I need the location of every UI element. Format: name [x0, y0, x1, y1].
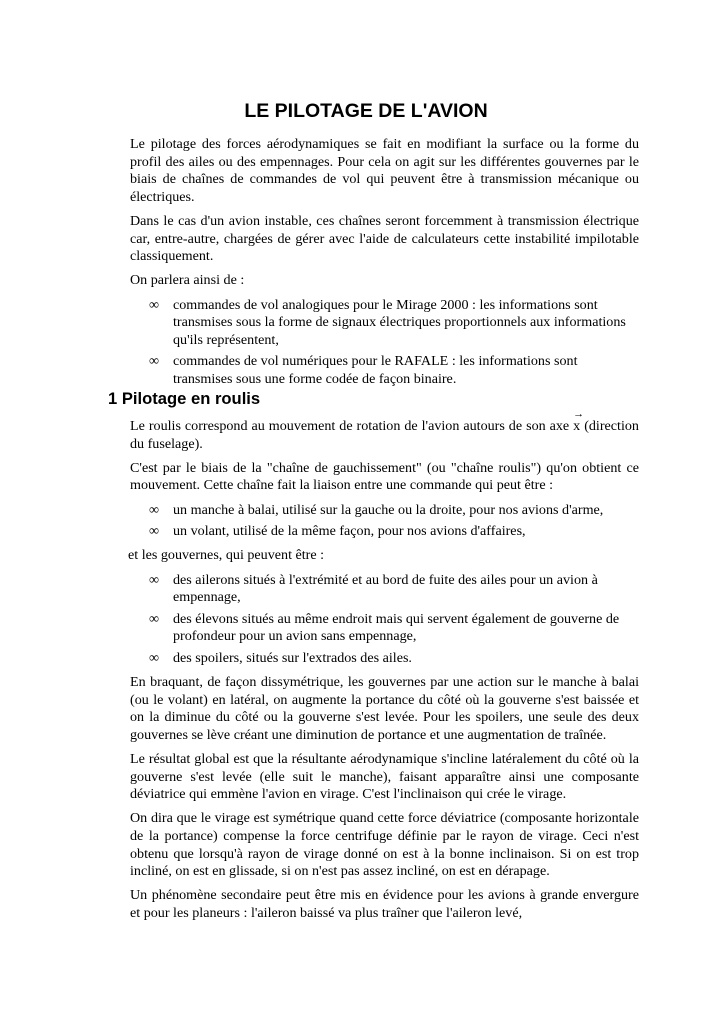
- roulis-paragraph-7: Un phénomène secondaire peut être mis en évidence pour les avions à grande envergure et pour les planeurs : l'aileron baissé va plus traîner que l'aileron levé,: [130, 887, 639, 921]
- list-item: [130, 611, 639, 646]
- infinity-bullet-icon: ∞: [149, 296, 160, 313]
- section-heading: 1 Pilotage en roulis: [108, 389, 261, 408]
- list-item-text: des spoilers, situés sur l'extrados des ailes.: [173, 649, 412, 666]
- roulis-paragraph-1-start: Le roulis correspond au mouvement de rotation de l'avion autours de son axe: [130, 418, 570, 434]
- infinity-bullet-icon: ∞: [149, 649, 160, 666]
- list-item-text: des élevons situés au même endroit mais qui servent également de gouverne de profondeur pour un avion sans empennage,: [173, 610, 620, 645]
- list-item: [130, 523, 639, 541]
- roulis-paragraph-1: [130, 408, 639, 453]
- list-item: [130, 297, 639, 350]
- list-item: [130, 572, 639, 607]
- list-item: [130, 502, 639, 520]
- commande-list: [130, 502, 639, 541]
- list-item-text: des ailerons situés à l'extrémité et au bord de fuite des ailes pour un avion à empennage,: [173, 571, 598, 606]
- roulis-paragraph-3: et les gouvernes, qui peuvent être :: [128, 547, 325, 564]
- vector-arrow-icon: →: [573, 408, 585, 420]
- list-item-text: un manche à balai, utilisé sur la gauche ou la droite, pour nos avions d'arme,: [173, 501, 604, 518]
- page-title: LE PILOTAGE DE L'AVION: [244, 100, 488, 122]
- list-item: [130, 650, 639, 668]
- roulis-paragraph-4: En braquant, de façon dissymétrique, les gouvernes par une action sur le manche à balai (ou le volant) en latéral, on augmente la portance du côté où la gouverne s'est baissée et on la diminue du côté ou la gouverne s'est levée. Pour les spoilers, une seule des deux gouvernes se lève créant une diminution de portance et une augmentation de traînée.: [130, 674, 639, 743]
- intro-list: [130, 297, 639, 389]
- infinity-bullet-icon: ∞: [149, 571, 160, 588]
- axis-x-vector: [573, 408, 585, 436]
- intro-section: [130, 136, 639, 395]
- infinity-bullet-icon: ∞: [149, 501, 160, 518]
- intro-paragraph-1: Le pilotage des forces aérodynamiques se fait en modifiant la surface ou la forme du profil des ailes ou des empennages. Pour cela on agit sur les différentes gouvernes par le biais de chaînes de commandes de vol qui peuvent être à transmission mécanique ou électriques.: [130, 136, 639, 205]
- infinity-bullet-icon: ∞: [149, 610, 160, 627]
- roulis-section: [128, 408, 639, 929]
- roulis-paragraph-6: On dira que le virage est symétrique quand cette force déviatrice (composante horizontale de la portance) compense la force centrifuge définie par le rayon de virage. Ceci n'est obtenu que lorsqu'à rayon de virage donné on est à la bonne inclinaison. Si on est trop incliné, on est en glissade, si on n'est pas assez incliné, on est en dérapage.: [130, 810, 639, 880]
- list-item: [130, 353, 639, 388]
- roulis-paragraph-5: Le résultat global est que la résultante aérodynamique s'incline latéralement du côté où la gouverne s'est levée (elle suit le manche), faisant apparaître ainsi une composante déviatrice qui emmène l'avion en virage. C'est l'inclinaison qui crée le virage.: [130, 751, 639, 803]
- roulis-paragraph-1-end: (direction du fuselage).: [130, 418, 639, 452]
- list-item-text: commandes de vol analogiques pour le Mirage 2000 : les informations sont transmises sous la forme de signaux électriques proportionnels aux informations qu'ils représentent,: [173, 296, 626, 348]
- gouvernes-list: [130, 572, 639, 668]
- infinity-bullet-icon: ∞: [149, 523, 160, 540]
- intro-paragraph-2: Dans le cas d'un avion instable, ces chaînes seront forcemment à transmission électrique car, entre-autre, chargées de gérer avec l'aide de calculateurs cette instabilité impilotable classiquement.: [130, 212, 639, 265]
- list-item-text: un volant, utilisé de la même façon, pour nos avions d'affaires,: [173, 523, 526, 540]
- roulis-paragraph-2: C'est par le biais de la "chaîne de gauchissement" (ou "chaîne roulis") qu'on obtient ce mouvement. Cette chaîne fait la liaison entre une commande qui peut être :: [130, 459, 639, 494]
- intro-paragraph-3: On parlera ainsi de :: [130, 272, 245, 289]
- infinity-bullet-icon: ∞: [149, 353, 160, 370]
- axis-x-label: x: [573, 418, 581, 434]
- list-item-text: commandes de vol numériques pour le RAFALE : les informations sont transmises sous une forme codée de façon binaire.: [173, 353, 578, 387]
